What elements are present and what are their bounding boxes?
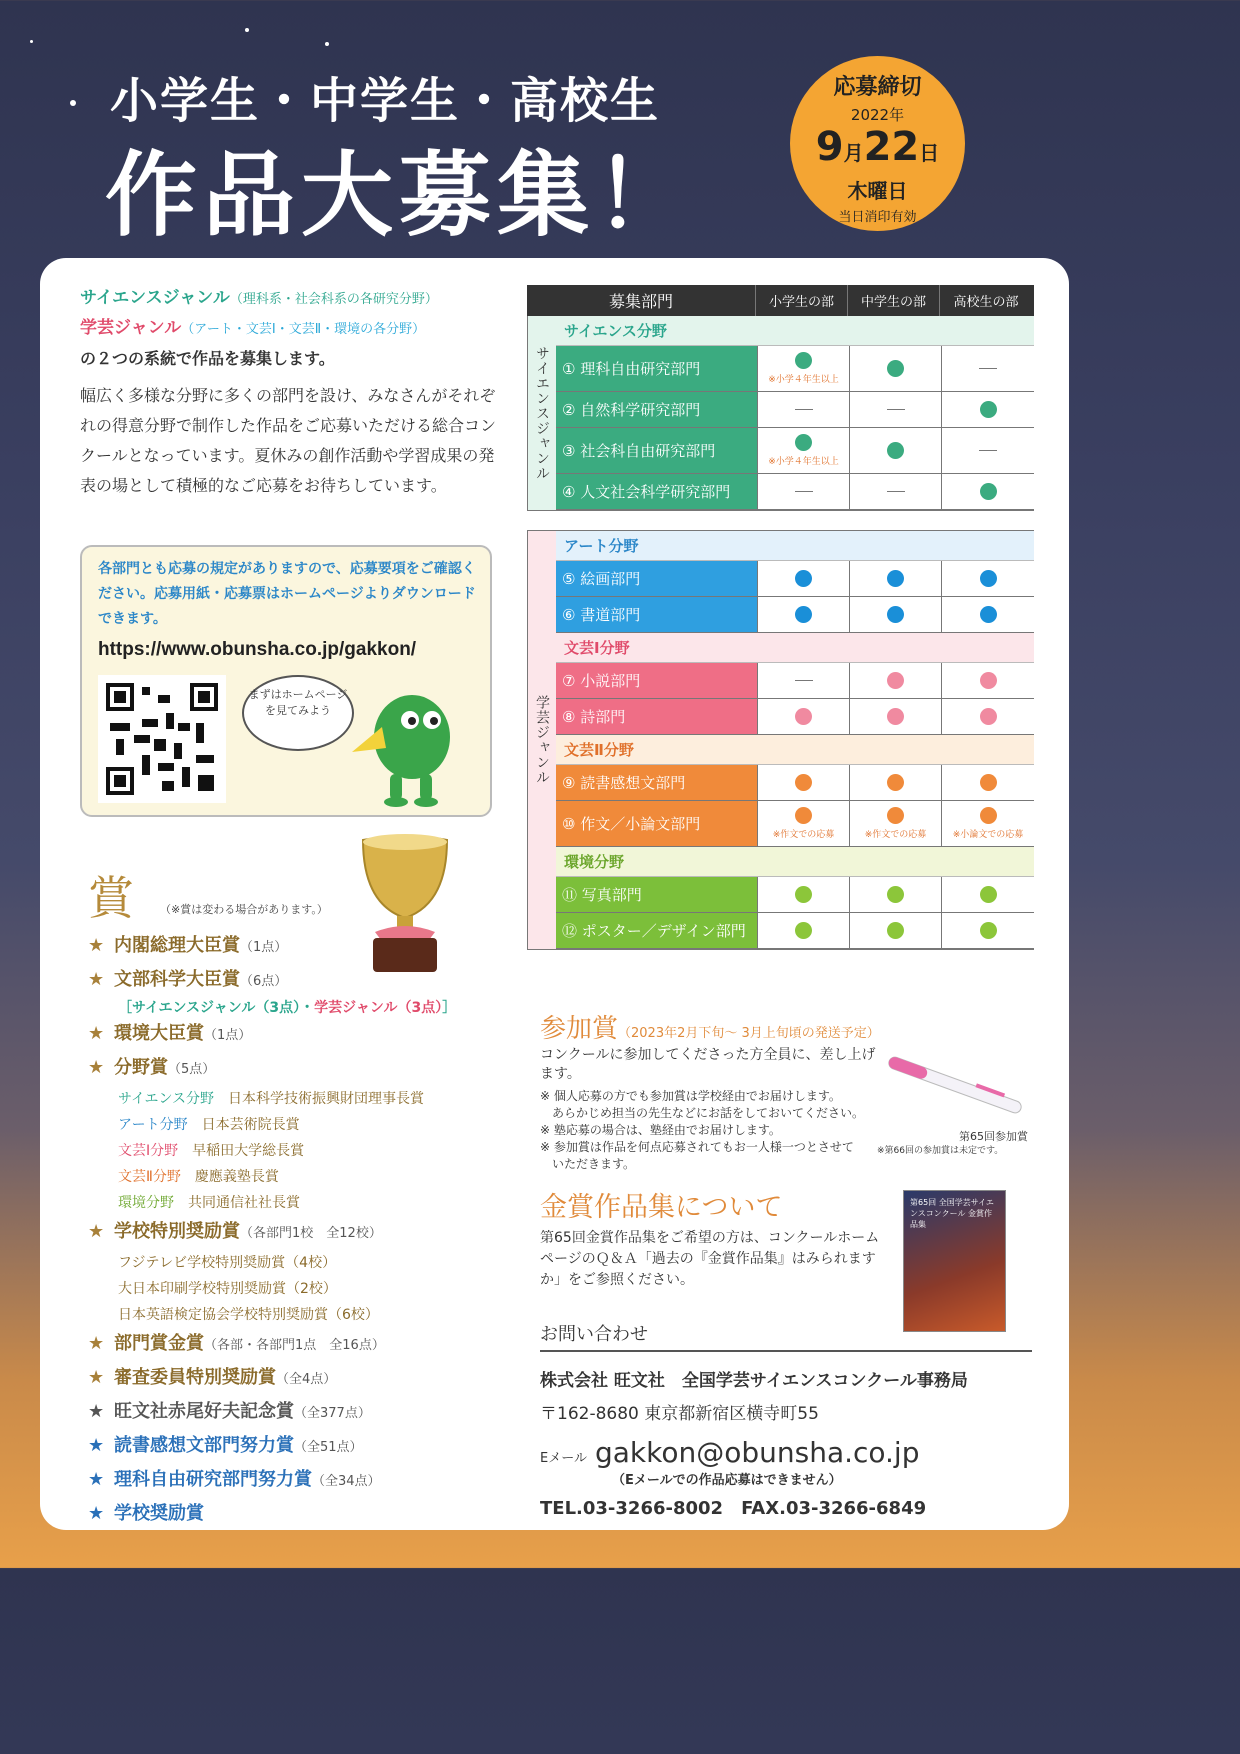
table-cell	[758, 699, 850, 734]
table-cell	[758, 877, 850, 912]
table-cell	[850, 392, 942, 427]
cell-note: ※小学４年生以上	[768, 375, 839, 385]
participation-notes	[540, 1088, 885, 1173]
table-cell	[758, 801, 850, 846]
participation-heading: 参加賞（2023年2月下旬～ 3月上旬頃の発送予定）	[540, 1014, 880, 1044]
deadline-date: 9月22日	[815, 124, 940, 170]
table-header-cell: 募集部門	[527, 285, 756, 316]
list-item: いただきます。	[540, 1157, 636, 1171]
available-dot	[887, 606, 904, 623]
table-cell	[758, 765, 850, 800]
table-cell	[850, 699, 942, 734]
hero-subtitle: 小学生・中学生・高校生	[110, 73, 661, 129]
table-cell	[850, 877, 942, 912]
field-header: 文芸Ⅰ分野	[556, 633, 1034, 663]
email-link[interactable]: gakkon@obunsha.co.jp	[594, 1436, 920, 1469]
pen-caption: 第65回参加賞	[959, 1130, 1028, 1143]
available-dot	[980, 922, 997, 939]
list-item: ※ 参加賞は作品を何点応募されてもお一人様一つとさせて	[540, 1140, 854, 1154]
deadline-label: 応募締切	[833, 75, 922, 100]
table-cell	[942, 877, 1034, 912]
star-decoration	[245, 28, 249, 32]
award-item: ★ 学校奨励賞	[88, 1498, 508, 1532]
table-header-cell: 小学生の部	[756, 285, 848, 316]
available-dot	[980, 570, 997, 587]
award-item: ★ 内閣総理大臣賞（1点）	[88, 930, 508, 964]
available-dot	[980, 483, 997, 500]
contact-address: 〒162-8680 東京都新宿区横寺町55	[540, 1404, 819, 1424]
star-icon: ★	[88, 1221, 105, 1242]
department-name: ⑨ 読書感想文部門	[556, 765, 758, 800]
unavailable-dash	[887, 491, 905, 492]
table-cell	[758, 346, 850, 391]
department-name: ⑧ 詩部門	[556, 699, 758, 734]
award-item: ★ 旺文社赤尾好夫記念賞（全377点）	[88, 1396, 508, 1430]
speech-bubble: まずはホームページを見てみよう	[242, 675, 354, 751]
contact-mail: Eメール gakkon@obunsha.co.jp	[540, 1436, 920, 1469]
cell-note: ※作文での応募	[864, 830, 927, 840]
award-item: ★ 分野賞（5点）	[88, 1052, 508, 1086]
award-item: ★ 環境大臣賞（1点）	[88, 1018, 508, 1052]
available-dot	[795, 774, 812, 791]
department-name: ① 理科自由研究部門	[556, 346, 758, 391]
table-cell	[758, 663, 850, 698]
available-dot	[887, 570, 904, 587]
table-row	[556, 474, 1034, 510]
field-header: アート分野	[556, 531, 1034, 561]
department-name: ③ 社会科自由研究部門	[556, 428, 758, 473]
department-name: ⑥ 書道部門	[556, 597, 758, 632]
table-cell	[942, 346, 1034, 391]
field-award: サイエンス分野 日本科学技術振興財団理事長賞	[118, 1091, 425, 1107]
arts-genre-line: 学芸ジャンル（アート・文芸Ⅰ・文芸Ⅱ・環境の各分野）	[80, 318, 426, 338]
table-cell	[850, 346, 942, 391]
star-icon: ★	[88, 1023, 105, 1044]
table-cell	[942, 474, 1034, 509]
cell-note: ※作文での応募	[772, 830, 835, 840]
genre-side-label: サイエンスジャンル	[528, 316, 556, 510]
table-cell	[850, 474, 942, 509]
star-icon: ★	[88, 1367, 105, 1388]
award-item: ★ 審査委員特別奨励賞（全4点）	[88, 1362, 508, 1396]
school-award: 大日本印刷学校特別奨励賞（2校）	[118, 1281, 337, 1297]
intro-body: 幅広く多様な分野に多くの部門を設け、みなさんがそれぞれの得意分野で制作した作品をご応募いただける総合コンクールとなっています。夏休みの創作活動や学習成果の発表の場として積極的なご応募をお待ちしています。	[80, 386, 497, 495]
notice-text: 各部門とも応募の規定がありますので、応募要項をご確認ください。応募用紙・応募票はホームページよりダウンロードできます。	[98, 561, 476, 627]
available-dot	[795, 352, 812, 369]
table-cell	[850, 765, 942, 800]
star-icon: ★	[88, 969, 105, 990]
available-dot	[980, 708, 997, 725]
table-cell	[758, 474, 850, 509]
school-award: 日本英語検定協会学校特別奨励賞（6校）	[118, 1307, 379, 1323]
award-item: ★ 読書感想文部門努力賞（全51点）	[88, 1430, 508, 1464]
table-cell	[942, 765, 1034, 800]
table-cell	[758, 428, 850, 473]
star-decoration	[325, 42, 329, 46]
hero-title: 作品大募集！	[105, 142, 694, 249]
table-cell	[942, 913, 1034, 948]
table-row	[556, 699, 1034, 735]
available-dot	[887, 708, 904, 725]
field-award: アート分野 日本芸術院長賞	[118, 1117, 300, 1133]
table-cell	[942, 392, 1034, 427]
available-dot	[887, 922, 904, 939]
field-award: 環境分野 共同通信社社長賞	[118, 1195, 300, 1211]
monkasho-breakdown: ［サイエンスジャンル（3点）・学芸ジャンル（3点）］	[118, 1000, 457, 1016]
star-icon: ★	[88, 1435, 105, 1456]
table-cell	[850, 597, 942, 632]
available-dot	[980, 807, 997, 824]
cell-note: ※小学４年生以上	[768, 457, 839, 467]
department-name: ④ 人文社会科学研究部門	[556, 474, 758, 509]
deadline-year: 2022年	[850, 106, 905, 124]
field-header: 環境分野	[556, 847, 1034, 877]
available-dot	[980, 672, 997, 689]
contact-tel: TEL.03-3266-8002 FAX.03-3266-6849	[540, 1498, 927, 1519]
available-dot	[887, 886, 904, 903]
available-dot	[980, 401, 997, 418]
mail-note: （Eメールでの作品応募はできません）	[612, 1473, 842, 1488]
table-cell	[942, 597, 1034, 632]
table-cell	[758, 561, 850, 596]
department-name: ⑦ 小説部門	[556, 663, 758, 698]
award-item: ★ 学校特別奨励賞（各部門1校 全12校）	[88, 1216, 508, 1250]
department-name: ⑫ ポスター／デザイン部門	[556, 913, 758, 948]
table-cell	[850, 801, 942, 846]
awards-list	[88, 930, 508, 1532]
available-dot	[887, 672, 904, 689]
available-dot	[795, 570, 812, 587]
contact-org: 株式会社 旺文社 全国学芸サイエンスコンクール事務局	[540, 1371, 968, 1391]
table-cell	[850, 663, 942, 698]
star-icon: ★	[88, 1333, 105, 1354]
table-header-cell: 高校生の部	[953, 295, 1019, 310]
unavailable-dash	[887, 409, 905, 410]
table-cell	[758, 913, 850, 948]
available-dot	[887, 360, 904, 377]
qr-code[interactable]	[98, 675, 226, 803]
table-row	[556, 561, 1034, 597]
table-header	[527, 285, 1034, 316]
available-dot	[795, 606, 812, 623]
available-dot	[887, 442, 904, 459]
available-dot	[887, 774, 904, 791]
table-row	[556, 877, 1034, 913]
star-icon: ★	[88, 1401, 105, 1422]
award-item: ★ 理科自由研究部門努力賞（全34点）	[88, 1464, 508, 1498]
school-award: フジテレビ学校特別奨励賞（4校）	[118, 1255, 337, 1271]
table-row	[556, 663, 1034, 699]
science-genre-group	[527, 316, 1034, 511]
available-dot	[887, 807, 904, 824]
intro-lead: の２つの系統で作品を募集します。	[80, 349, 335, 368]
table-header-cell: 中学生の部	[848, 285, 940, 316]
available-dot	[795, 807, 812, 824]
arts-genre-group	[527, 530, 1034, 950]
star-icon: ★	[88, 1469, 105, 1490]
available-dot	[980, 886, 997, 903]
available-dot	[795, 886, 812, 903]
table-row	[556, 765, 1034, 801]
available-dot	[980, 774, 997, 791]
contact-section	[540, 1320, 1032, 1520]
field-header: サイエンス分野	[556, 316, 1034, 346]
table-cell	[850, 561, 942, 596]
gold-text: 第65回金賞作品集をご希望の方は、コンクールホームページのＱ＆Ａ「過去の『金賞作品集』はみられますか」をご参照ください。	[540, 1230, 880, 1288]
table-row	[556, 428, 1034, 474]
pen-icon	[880, 1055, 1030, 1115]
deadline-badge	[790, 56, 965, 231]
available-dot	[980, 606, 997, 623]
table-cell	[850, 428, 942, 473]
available-dot	[795, 434, 812, 451]
table-row	[556, 597, 1034, 633]
available-dot	[795, 922, 812, 939]
star-decoration	[70, 100, 76, 106]
unavailable-dash	[795, 409, 813, 410]
field-award: 文芸Ⅱ分野 慶應義塾長賞	[118, 1169, 279, 1185]
gold-heading: 金賞作品集について	[540, 1192, 783, 1223]
unavailable-dash	[795, 680, 813, 681]
department-name: ⑤ 絵画部門	[556, 561, 758, 596]
unavailable-dash	[979, 368, 997, 369]
list-item: あらかじめ担当の先生などにお話をしておいてください。	[540, 1106, 865, 1120]
department-name: ② 自然科学研究部門	[556, 392, 758, 427]
field-header: 文芸Ⅱ分野	[556, 735, 1034, 765]
table-row	[556, 392, 1034, 428]
list-item: ※ 塾応募の場合は、塾経由でお届けします。	[540, 1123, 781, 1137]
notice-box	[80, 545, 492, 817]
category-table	[527, 285, 1034, 950]
available-dot	[795, 708, 812, 725]
star-icon: ★	[88, 1503, 105, 1524]
table-row	[556, 913, 1034, 949]
mascot-icon	[352, 682, 462, 807]
homepage-link[interactable]: https://www.obunsha.co.jp/gakkon/	[98, 639, 417, 660]
unavailable-dash	[795, 491, 813, 492]
table-cell	[942, 561, 1034, 596]
star-decoration	[30, 40, 33, 43]
table-cell	[850, 913, 942, 948]
department-name: ⑩ 作文／小論文部門	[556, 801, 758, 846]
pen-note: ※第66回の参加賞は未定です。	[877, 1146, 1004, 1156]
participation-lead: コンクールに参加してくださった方全員に、差し上げます。	[540, 1047, 876, 1082]
gold-book-cover: 第65回 全国学芸サイエンスコンクール 金賞作品集	[903, 1190, 1006, 1332]
deadline-postmark: 当日消印有効	[838, 210, 917, 225]
department-name: ⑪ 写真部門	[556, 877, 758, 912]
award-item: ★ 文部科学大臣賞（6点）	[88, 964, 508, 998]
table-cell	[942, 663, 1034, 698]
table-row	[556, 801, 1034, 847]
cell-note: ※小論文での応募	[952, 830, 1024, 840]
awards-heading: 賞	[88, 871, 134, 925]
table-cell	[942, 801, 1034, 846]
table-cell	[758, 392, 850, 427]
awards-note: （※賞は変わる場合があります。）	[160, 903, 328, 916]
award-item: ★ 部門賞金賞（各部・各部門1点 全16点）	[88, 1328, 508, 1362]
list-item: ※ 個人応募の方でも参加賞は学校経由でお届けします。	[540, 1089, 841, 1103]
star-icon: ★	[88, 935, 105, 956]
table-row	[556, 346, 1034, 392]
table-cell	[942, 428, 1034, 473]
contact-heading: お問い合わせ	[540, 1320, 1032, 1352]
participation-text	[540, 1046, 885, 1173]
unavailable-dash	[979, 450, 997, 451]
table-cell	[942, 699, 1034, 734]
field-award: 文芸Ⅰ分野 早稲田大学総長賞	[118, 1143, 305, 1159]
star-icon: ★	[88, 1057, 105, 1078]
table-cell	[758, 597, 850, 632]
genre-side-label: 学芸ジャンル	[528, 531, 556, 949]
intro-section	[80, 284, 500, 501]
deadline-weekday: 木曜日	[847, 179, 908, 203]
science-genre-line: サイエンスジャンル（理科系・社会科系の各研究分野）	[80, 288, 438, 308]
